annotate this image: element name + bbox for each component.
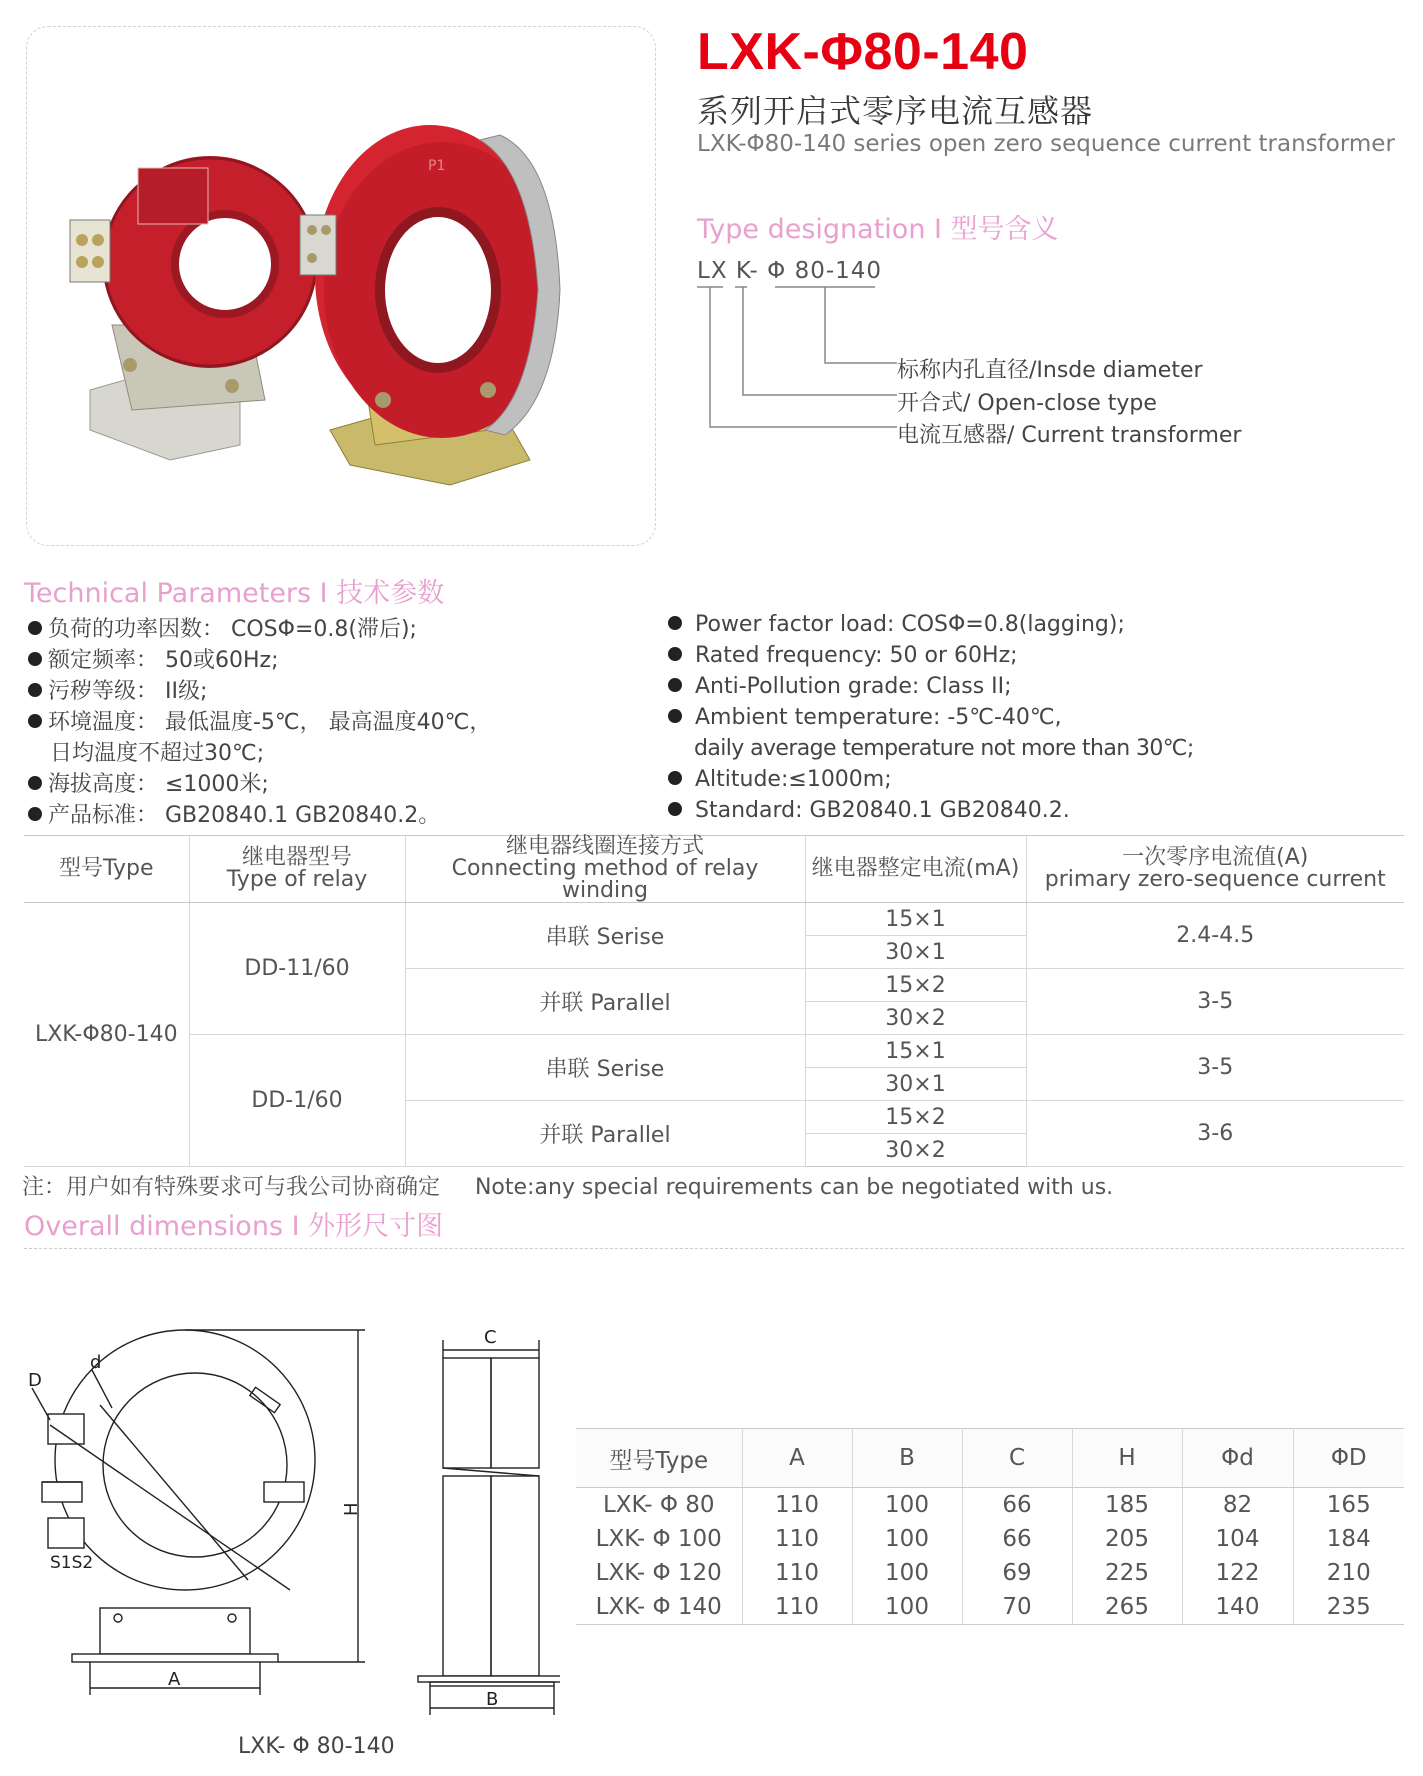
param-en-temperature: Ambient temperature: -5℃-40℃,: [668, 705, 1062, 730]
cell: 82: [1182, 1488, 1293, 1523]
type-code: LX K- Φ 80-140: [697, 258, 883, 284]
param-en-frequency: Rated frequency: 50 or 60Hz;: [668, 643, 1018, 668]
cell-setting: 30×1: [805, 1068, 1026, 1101]
cell: 184: [1326, 1526, 1371, 1552]
overall-dimensions-heading: Overall dimensions I 外形尺寸图: [24, 1211, 444, 1242]
product-subtitle-en: LXK-Φ80-140 series open zero sequence current transformer: [697, 131, 1395, 157]
bullet-icon: [668, 678, 682, 692]
cell: 122: [1182, 1556, 1293, 1590]
cell-primary: 3-5: [1026, 969, 1404, 1035]
header-H: H: [1072, 1429, 1182, 1488]
product-photo: [60, 100, 640, 500]
header-relay: 继电器型号 Type of relay: [189, 836, 405, 903]
table-row: [576, 1590, 1404, 1625]
inner-hole-outline: [103, 1373, 287, 1557]
param-en-altitude: Altitude:≤1000m;: [668, 767, 892, 792]
cell-method: 串联 Serise: [405, 903, 805, 969]
legend-current-transformer: 电流互感器/ Current transformer: [897, 423, 1242, 448]
param-cn-pollution: 污秽等级： II级;: [28, 674, 207, 705]
header-A: A: [742, 1429, 852, 1488]
cell: 265: [1072, 1590, 1182, 1625]
param-cn-frequency: 额定频率： 50或60Hz;: [28, 643, 279, 674]
type-designation-heading: Type designation I 型号含义: [697, 214, 1059, 245]
bullet-icon: [668, 616, 682, 630]
table-row: [24, 903, 1404, 936]
cell-relay: DD-1/60: [189, 1035, 405, 1167]
cell: 100: [852, 1590, 962, 1625]
cell: 100: [852, 1488, 962, 1523]
header-B: B: [852, 1429, 962, 1488]
cell-setting: 15×1: [805, 903, 1026, 936]
param-en-pollution: Anti-Pollution grade: Class II;: [668, 674, 1012, 699]
cell-model: LXK-Φ80-140: [24, 903, 189, 1167]
cell-setting: 15×2: [805, 1101, 1026, 1134]
cell-relay: DD-11/60: [189, 903, 405, 1035]
type-designation-leaders: [697, 285, 907, 435]
cell-type: LXK- Φ 100: [576, 1522, 742, 1556]
cell: 110: [742, 1522, 852, 1556]
cell: 110: [742, 1488, 852, 1523]
label-d: d: [90, 1352, 102, 1373]
product-subtitle-cn: 系列开启式零序电流互感器: [697, 92, 1094, 130]
table-row: [576, 1488, 1404, 1523]
cell-primary: 3-6: [1026, 1101, 1404, 1167]
label-D: D: [28, 1370, 42, 1391]
param-cn-standard: 产品标准： GB20840.1 GB20840.2。: [28, 798, 440, 829]
header-type: 型号Type: [576, 1429, 742, 1488]
relay-setting-table: [24, 835, 1404, 1167]
cell-type: LXK- Φ 140: [576, 1590, 742, 1625]
cell: 69: [962, 1556, 1072, 1590]
cell: 110: [742, 1590, 852, 1625]
cell-setting: 30×2: [805, 1002, 1026, 1035]
cell: 66: [962, 1522, 1072, 1556]
param-en-power-factor: Power factor load: COSΦ=0.8(lagging);: [668, 612, 1125, 637]
header-D: ΦD: [1293, 1429, 1404, 1488]
bullet-icon: [28, 683, 42, 697]
bullet-icon: [28, 807, 42, 821]
legend-open-close: 开合式/ Open-close type: [897, 391, 1157, 416]
label-A: A: [168, 1669, 181, 1690]
cell-type: LXK- Φ 120: [576, 1556, 742, 1590]
cell-primary: 3-5: [1026, 1035, 1404, 1101]
param-en-daily-temperature: daily average temperature not more than 30℃;: [694, 736, 1194, 761]
param-en-standard: Standard: GB20840.1 GB20840.2.: [668, 798, 1070, 823]
header-d: Φd: [1182, 1429, 1293, 1488]
note-text: 注：用户如有特殊要求可与我公司协商确定 Note:any special requirements can be negotiated with us.: [22, 1175, 1114, 1200]
header-type: 型号Type: [24, 836, 189, 903]
cell: 100: [852, 1556, 962, 1590]
cell: 205: [1072, 1522, 1182, 1556]
cell: 70: [962, 1590, 1072, 1625]
cell-setting: 30×1: [805, 936, 1026, 969]
cell: 165: [1326, 1492, 1371, 1518]
technical-parameters-heading: Technical Parameters I 技术参数: [24, 578, 445, 609]
drawing-caption: LXK- Φ 80-140: [238, 1734, 395, 1759]
product-title: LXK-Φ80-140: [697, 23, 1029, 81]
cell: 66: [962, 1488, 1072, 1523]
cell-method: 串联 Serise: [405, 1035, 805, 1101]
header-C: C: [962, 1429, 1072, 1488]
cell-method: 并联 Parallel: [405, 969, 805, 1035]
table-row: [24, 1035, 1404, 1068]
bullet-icon: [28, 621, 42, 635]
table-header-row: [24, 836, 1404, 903]
header-setting-current: 继电器整定电流(mA): [805, 836, 1026, 903]
header-primary-current: 一次零序电流值(A) primary zero-sequence current: [1026, 836, 1404, 903]
cell-setting: 30×2: [805, 1134, 1026, 1167]
cell: 210: [1326, 1560, 1371, 1586]
dimension-drawing: [20, 1310, 560, 1730]
bullet-icon: [28, 714, 42, 728]
legend-inside-diameter: 标称内孔直径/Insde diameter: [897, 358, 1203, 383]
param-cn-daily-temperature: 日均温度不超过30℃;: [50, 741, 265, 766]
header-method: 继电器线圈连接方式 Connecting method of relay winding: [405, 836, 805, 903]
bullet-icon: [28, 776, 42, 790]
cell: 104: [1182, 1522, 1293, 1556]
table-row: [576, 1522, 1404, 1556]
cell: 185: [1072, 1488, 1182, 1523]
cell-type: LXK- Φ 80: [576, 1488, 742, 1523]
transformer-small-illustration: [70, 156, 316, 460]
bullet-icon: [28, 652, 42, 666]
table-row: [576, 1556, 1404, 1590]
cell-primary: 2.4-4.5: [1026, 903, 1404, 969]
cell: 225: [1072, 1556, 1182, 1590]
label-B: B: [486, 1689, 499, 1710]
transformer-large-illustration: [300, 125, 560, 485]
bullet-icon: [668, 771, 682, 785]
table-header-row: [576, 1429, 1404, 1488]
dimensions-table: [576, 1428, 1404, 1625]
label-terminals: S1S2: [50, 1553, 94, 1573]
label-C: C: [484, 1327, 497, 1348]
cell-setting: 15×2: [805, 969, 1026, 1002]
section-divider: [24, 1248, 1404, 1249]
cell-method: 并联 Parallel: [405, 1101, 805, 1167]
bullet-icon: [668, 802, 682, 816]
cell: 140: [1182, 1590, 1293, 1625]
param-cn-power-factor: 负荷的功率因数： COSΦ=0.8(滞后);: [28, 612, 417, 643]
param-cn-temperature: 环境温度： 最低温度-5℃， 最高温度40℃，: [28, 705, 491, 736]
bullet-icon: [668, 647, 682, 661]
svg-text:P1: P1: [428, 158, 446, 174]
label-H: H: [341, 1502, 362, 1516]
bullet-icon: [668, 709, 682, 723]
param-cn-altitude: 海拔高度： ≤1000米;: [28, 767, 269, 798]
cell: 235: [1293, 1590, 1404, 1625]
cell-setting: 15×1: [805, 1035, 1026, 1068]
cell: 100: [852, 1522, 962, 1556]
cell: 110: [742, 1556, 852, 1590]
